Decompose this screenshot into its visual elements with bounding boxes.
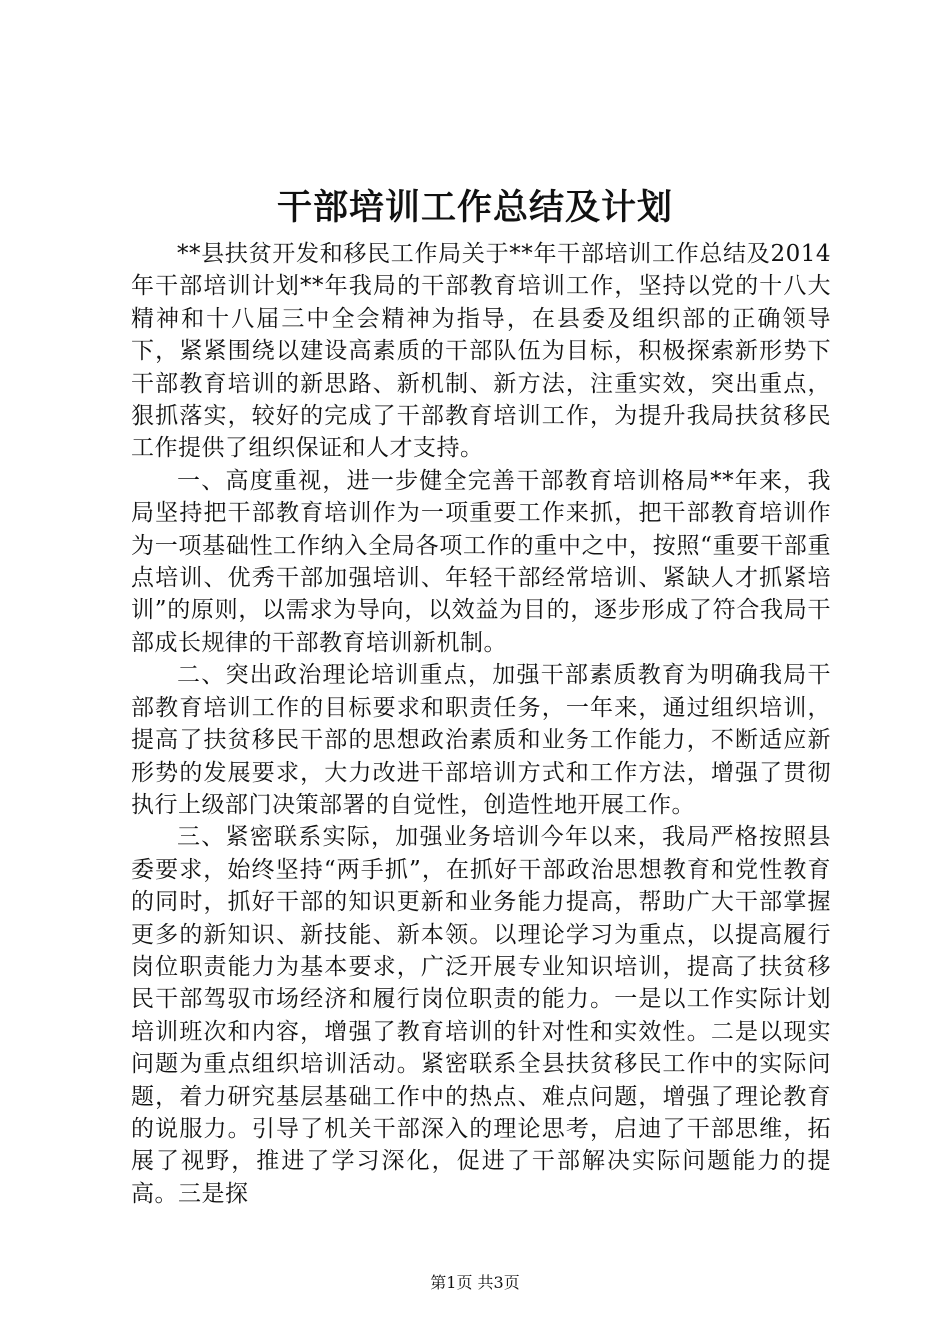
page-footer: 第1页 共3页 [430,1273,520,1292]
paragraph-section-one: 一、高度重视，进一步健全完善干部教育培训格局**年来，我局坚持把干部教育培训作为一项重要工作来抓，把干部教育培训作为一项基础性工作纳入全局各项工作的重中之中，按照“重要干部重点培训、优秀干部加强培训、年轻干部经常培训、紧缺人才抓紧培训”的原则，以需求为导向，以效益为目的，逐步形成了符合我局干部成长规律的干部教育培训新机制。 [131,467,831,656]
paragraph-section-two: 二、突出政治理论培训重点，加强干部素质教育为明确我局干部教育培训工作的目标要求和职责任务，一年来，通过组织培训，提高了扶贫移民干部的思想政治素质和业务工作能力，不断适应新形势的发展要求，大力改进干部培训方式和工作方法，增强了贯彻执行上级部门决策部署的自觉性，创造性地开展工作。 [131,662,831,818]
document-body [131,238,831,1210]
paragraph-intro: **县扶贫开发和移民工作局关于**年干部培训工作总结及2014年干部培训计划**年我局的干部教育培训工作，坚持以党的十八大精神和十八届三中全会精神为指导，在县委及组织部的正确领导下，紧紧围绕以建设高素质的干部队伍为目标，积极探索新形势下干部教育培训的新思路、新机制、新方法，注重实效，突出重点，狠抓落实，较好的完成了干部教育培训工作，为提升我局扶贫移民工作提供了组织保证和人才支持。 [131,241,831,462]
paragraph-section-three: 三、紧密联系实际，加强业务培训今年以来，我局严格按照县委要求，始终坚持“两手抓”，在抓好干部政治思想教育和党性教育的同时，抓好干部的知识更新和业务能力提高，帮助广大干部掌握更多的新知识、新技能、新本领。以理论学习为重点，以提高履行岗位职责能力为基本要求，广泛开展专业知识培训，提高了扶贫移民干部驾驭市场经济和履行岗位职责的能力。一是以工作实际计划培训班次和内容，增强了教育培训的针对性和实效性。二是以现实问题为重点组织培训活动。紧密联系全县扶贫移民工作中的实际问题，着力研究基层基础工作中的热点、难点问题，增强了理论教育的说服力。引导了机关干部深入的理论思考，启迪了干部思维，拓展了视野，推进了学习深化，促进了干部解决实际问题能力的提高。三是探 [131,824,831,1207]
document-title: 干部培训工作总结及计划 [276,187,673,228]
